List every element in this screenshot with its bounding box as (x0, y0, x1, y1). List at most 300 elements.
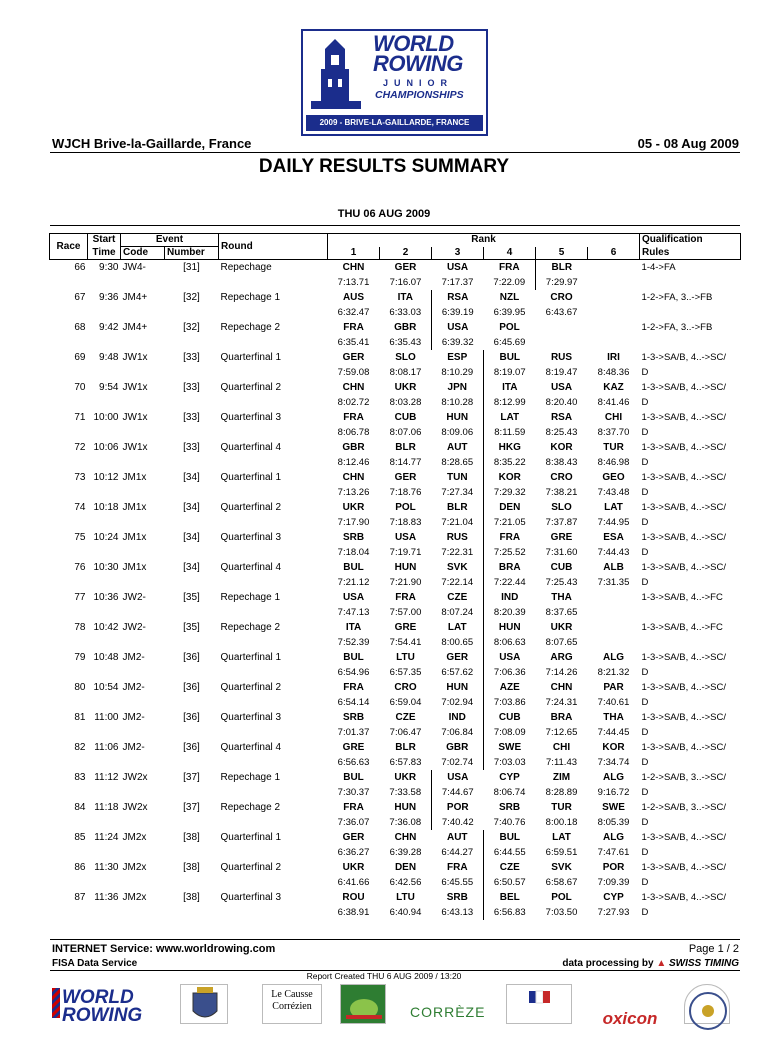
qualification-rule-cont (640, 635, 741, 650)
blank-cell (50, 425, 88, 440)
blank-cell (165, 575, 219, 590)
finish-time: 7:54.41 (389, 637, 422, 648)
country-code: BUL (343, 562, 364, 573)
blank-cell (165, 755, 219, 770)
event-number: [37] (183, 772, 200, 783)
round: Quarterfinal 4 (220, 442, 282, 453)
country-code: SRB (446, 892, 468, 903)
round: Quarterfinal 1 (220, 352, 282, 363)
qualification-rule: 1-3->SA/B, 4..->SC/ (641, 712, 727, 723)
finish-time: 6:40.94 (389, 907, 422, 918)
finish-time: 6:39.32 (432, 335, 484, 350)
country-code: FRA (343, 802, 364, 813)
oxicon-label: oxicon (602, 1009, 658, 1028)
blank-cell (88, 695, 121, 710)
event-code: JW1x (122, 412, 148, 423)
race-times-row (50, 275, 741, 290)
finish-time: 7:03.86 (484, 695, 536, 710)
race-row (50, 740, 741, 755)
country-code: BLR (395, 742, 416, 753)
qualification-rule: 1-3->SA/B, 4..->SC/ (641, 352, 727, 363)
finish-time: 8:12.99 (484, 395, 536, 410)
country-code: TUN (446, 472, 468, 483)
finish-time: 7:12.65 (545, 727, 578, 738)
sponsor-green-emblem (340, 984, 386, 1024)
blank-cell (88, 815, 121, 830)
event-code: JM1x (122, 502, 147, 513)
finish-time: 7:21.12 (337, 577, 370, 588)
country-code (536, 320, 588, 335)
race-number: 69 (74, 352, 86, 363)
start-time: 10:48 (93, 652, 119, 663)
race-number: 67 (74, 292, 86, 303)
country-code: IND (448, 712, 466, 723)
finish-time: 8:03.28 (389, 397, 422, 408)
finish-time: 7:52.39 (337, 637, 370, 648)
race-times-row (50, 335, 741, 350)
sponsor-wr-line2: ROWING (62, 1005, 143, 1026)
event-number: [37] (183, 802, 200, 813)
event-number: [36] (183, 652, 200, 663)
race-number: 66 (74, 262, 86, 273)
footer-rule (50, 939, 740, 940)
country-code: ESA (603, 532, 624, 543)
finish-time: 8:46.98 (597, 457, 630, 468)
qualification-rule: 1-3->SA/B, 4..->SC/ (641, 472, 727, 483)
col-rules: Rules (640, 247, 741, 260)
blank-cell (50, 875, 88, 890)
col-rank-5: 5 (536, 247, 588, 260)
start-time: 11:36 (94, 892, 119, 903)
round: Quarterfinal 3 (220, 712, 282, 723)
qualification-rule: 1-3->SA/B, 4..->SC/ (641, 442, 727, 453)
country-code: RSA (432, 290, 484, 305)
country-code: SWE (602, 802, 625, 813)
round: Quarterfinal 2 (220, 382, 282, 393)
internet-service: INTERNET Service: www.worldrowing.com (52, 943, 276, 955)
race-number: 82 (74, 742, 86, 753)
country-code: LAT (604, 502, 623, 513)
country-code: CHN (394, 832, 417, 843)
start-time: 10:42 (93, 622, 119, 633)
qualification-rule: 1-3->SA/B, 4..->FC (641, 622, 723, 633)
qualification-rule: 1-3->SA/B, 4..->SC/ (641, 682, 727, 693)
blank-cell (50, 905, 88, 920)
race-number: 86 (74, 862, 86, 873)
blank-cell (88, 515, 121, 530)
round: Repechage 1 (220, 292, 281, 303)
finish-time: 8:20.39 (484, 605, 536, 620)
event-code: JM2x (122, 892, 147, 903)
country-code: ITA (397, 292, 413, 303)
qualification-rule: 1-2->SA/B, 3..->SC/ (641, 802, 727, 813)
country-code: CUB (394, 412, 417, 423)
country-code: ALG (602, 652, 625, 663)
event-number: [38] (183, 832, 200, 843)
country-code: BEL (484, 890, 536, 905)
qualification-rule: 1-2->FA, 3..->FB (641, 322, 713, 333)
country-code: SVK (551, 862, 572, 873)
correze-label: CORRÈZE (410, 1004, 486, 1020)
country-code: FRA (446, 862, 468, 873)
finish-time: 7:21.04 (441, 517, 474, 528)
race-number: 85 (74, 832, 86, 843)
finish-time: 6:32.47 (337, 307, 370, 318)
finish-time: 6:35.43 (389, 337, 422, 348)
finish-time: 6:36.27 (337, 847, 370, 858)
event-number: [33] (183, 412, 200, 423)
round: Repechage 2 (220, 802, 281, 813)
country-code: GBR (446, 742, 469, 753)
country-code: UKR (342, 502, 365, 513)
race-times-row (50, 515, 741, 530)
finish-time: 6:50.57 (484, 875, 536, 890)
finish-time: 6:43.13 (441, 907, 474, 918)
country-code: CHI (552, 742, 571, 753)
finish-time: 7:29.32 (484, 485, 536, 500)
finish-time (588, 605, 640, 620)
results-day: THU 06 AUG 2009 (337, 208, 431, 220)
header-rule (50, 152, 740, 153)
blank-cell (88, 605, 121, 620)
blank-cell (88, 485, 121, 500)
country-code: KOR (550, 442, 573, 453)
qualification-rule: 1-3->SA/B, 4..->SC/ (641, 562, 727, 573)
round: Quarterfinal 3 (220, 532, 282, 543)
finish-time: 8:21.32 (597, 667, 630, 678)
start-time: 9:48 (99, 352, 119, 363)
race-times-row (50, 725, 741, 740)
round: Quarterfinal 3 (220, 412, 282, 423)
finish-time: 7:18.04 (337, 547, 370, 558)
blank-cell (50, 365, 88, 380)
race-row (50, 410, 741, 425)
finish-time: 8:48.36 (597, 367, 630, 378)
finish-time (588, 305, 640, 320)
qualification-rule-cont: D (641, 457, 649, 468)
race-number: 75 (74, 532, 86, 543)
blank-cell (121, 635, 165, 650)
country-code: POR (432, 800, 484, 815)
finish-time: 7:36.07 (337, 817, 370, 828)
finish-time: 7:18.76 (389, 487, 422, 498)
blank-cell (219, 485, 328, 500)
blank-cell (121, 605, 165, 620)
blank-cell (88, 455, 121, 470)
event-code: JW1x (122, 382, 148, 393)
data-processing-label: data processing by (562, 958, 654, 969)
race-row (50, 350, 741, 365)
blank-cell (219, 725, 328, 740)
finish-time: 7:02.94 (441, 697, 474, 708)
finish-time: 8:00.65 (441, 637, 474, 648)
country-code: CRO (550, 472, 573, 483)
finish-time: 8:38.43 (545, 457, 578, 468)
round: Quarterfinal 1 (220, 472, 282, 483)
start-time: 11:00 (94, 712, 119, 723)
qualification-rule: 1-3->SA/B, 4..->SC/ (641, 742, 727, 753)
qualification-rule-cont: D (641, 907, 649, 918)
finish-time: 7:37.87 (545, 517, 578, 528)
event-number: [36] (183, 712, 200, 723)
finish-time: 6:35.41 (337, 337, 370, 348)
country-code: POL (395, 502, 416, 513)
country-code: CHN (342, 262, 365, 273)
finish-time: 6:38.91 (337, 907, 370, 918)
country-code: CYP (499, 772, 520, 783)
leaf-icon (341, 985, 387, 1025)
round: Repechage 2 (220, 322, 281, 333)
blank-cell (219, 905, 328, 920)
sponsor-round-emblem (684, 984, 730, 1024)
race-row (50, 590, 741, 605)
col-code: Code (121, 247, 165, 260)
report-created: Report Created THU 6 AUG 2009 / 13:20 (306, 971, 462, 981)
country-code: GBR (342, 442, 365, 453)
blank-cell (165, 875, 219, 890)
finish-time: 8:19.47 (545, 367, 578, 378)
sponsor-wr-line1: WORLD (62, 987, 134, 1008)
event-code: JW1x (122, 352, 148, 363)
finish-time: 7:19.71 (389, 547, 422, 558)
event-code: JW2x (122, 772, 148, 783)
tower-icon (311, 39, 361, 109)
blank-cell (219, 545, 328, 560)
blank-cell (165, 845, 219, 860)
qualification-rule-cont (640, 335, 741, 350)
race-number: 84 (74, 802, 86, 813)
blank-cell (121, 515, 165, 530)
blank-cell (50, 815, 88, 830)
qualification-rule-cont: D (641, 517, 649, 528)
qualification-rule-cont (640, 275, 741, 290)
race-row (50, 680, 741, 695)
country-code: AUT (446, 832, 468, 843)
blank-cell (88, 755, 121, 770)
finish-time: 6:44.27 (441, 847, 474, 858)
event-code: JM2- (122, 652, 145, 663)
qualification-rule-cont: D (641, 397, 649, 408)
start-time: 9:54 (99, 382, 119, 393)
flag-icon (507, 985, 573, 1025)
event-code: JW2- (122, 622, 146, 633)
event-code: JM1x (122, 532, 147, 543)
country-code: POR (602, 862, 625, 873)
logo-band: 2009 - BRIVE-LA-GAILLARDE, FRANCE (306, 115, 483, 131)
race-times-row (50, 365, 741, 380)
finish-time: 7:08.09 (484, 725, 536, 740)
col-race: Race (50, 234, 88, 260)
finish-time: 7:09.39 (597, 877, 630, 888)
qualification-rule-cont: D (641, 427, 649, 438)
finish-time: 7:27.34 (441, 487, 474, 498)
race-row (50, 470, 741, 485)
country-code: GBR (394, 322, 417, 333)
country-code: CHN (342, 472, 365, 483)
race-times-row (50, 485, 741, 500)
blank-cell (165, 395, 219, 410)
finish-time: 7:40.76 (493, 817, 526, 828)
sponsor-correze (410, 984, 486, 1024)
country-code: GRE (550, 532, 573, 543)
event-code: JW2x (122, 802, 148, 813)
start-time: 11:24 (94, 832, 119, 843)
finish-time: 8:37.70 (597, 427, 630, 438)
page-number: Page 1 / 2 (688, 943, 739, 955)
start-time: 10:30 (93, 562, 119, 573)
event-code: JM2x (122, 832, 147, 843)
event-code: JM4+ (122, 322, 148, 333)
race-number: 73 (74, 472, 86, 483)
blank-cell (50, 485, 88, 500)
country-code: UKR (394, 382, 417, 393)
blank-cell (165, 815, 219, 830)
qualification-rule: 1-3->SA/B, 4..->SC/ (641, 532, 727, 543)
finish-time: 6:33.03 (389, 307, 422, 318)
race-number: 80 (74, 682, 86, 693)
start-time: 10:54 (93, 682, 119, 693)
round: Quarterfinal 3 (220, 892, 282, 903)
blank-cell (165, 785, 219, 800)
blank-cell (121, 365, 165, 380)
country-code: USA (484, 650, 536, 665)
blank-cell (165, 275, 219, 290)
qualification-rule: 1-3->SA/B, 4..->SC/ (641, 502, 727, 513)
race-number: 77 (74, 592, 86, 603)
finish-time: 7:14.26 (545, 667, 578, 678)
qualification-rule: 1-3->SA/B, 4..->SC/ (641, 412, 727, 423)
race-times-row (50, 305, 741, 320)
results-table-header (50, 234, 741, 260)
country-code: UKR (550, 622, 573, 633)
col-rank-3: 3 (432, 247, 484, 260)
country-code: POL (499, 322, 520, 333)
country-code: SRB (342, 712, 365, 723)
finish-time: 6:39.19 (432, 305, 484, 320)
start-time: 9:42 (99, 322, 119, 333)
country-code: PAR (603, 682, 624, 693)
logo-line-junior: JUNIOR (383, 78, 454, 88)
finish-time (588, 335, 640, 350)
start-time: 10:24 (93, 532, 119, 543)
round: Repechage 1 (220, 592, 281, 603)
country-code: CUB (550, 562, 573, 573)
blank-cell (219, 845, 328, 860)
finish-time: 7:33.58 (389, 787, 422, 798)
event-number: [32] (183, 292, 200, 303)
blank-cell (50, 395, 88, 410)
country-code (588, 260, 640, 276)
event-number: [33] (183, 382, 200, 393)
qualification-rule: 1-3->SA/B, 4..->SC/ (641, 862, 727, 873)
round: Quarterfinal 2 (220, 862, 282, 873)
finish-time: 7:25.43 (545, 577, 578, 588)
finish-time: 8:06.63 (484, 635, 536, 650)
qualification-rule: 1-3->SA/B, 4..->SC/ (641, 892, 727, 903)
finish-time: 7:57.00 (389, 607, 422, 618)
country-code: RUS (550, 352, 573, 363)
event-number: [33] (183, 442, 200, 453)
blank-cell (121, 485, 165, 500)
blank-cell (219, 785, 328, 800)
race-row (50, 440, 741, 455)
qualification-rule: 1-3->SA/B, 4..->SC/ (641, 652, 727, 663)
blank-cell (50, 455, 88, 470)
finish-time: 7:22.44 (484, 575, 536, 590)
country-code: CYP (603, 892, 624, 903)
finish-time: 7:29.97 (536, 275, 588, 290)
country-code: HUN (394, 562, 417, 573)
start-time: 9:30 (99, 262, 119, 273)
country-code: IND (484, 590, 536, 605)
finish-time: 6:45.69 (493, 337, 526, 348)
event-number: [34] (183, 502, 200, 513)
qualification-rule-cont: D (641, 847, 649, 858)
blank-cell (219, 455, 328, 470)
country-code: GER (446, 652, 469, 663)
blank-cell (88, 575, 121, 590)
blank-cell (219, 425, 328, 440)
blank-cell (121, 575, 165, 590)
qualification-rule-cont: D (641, 727, 649, 738)
race-times-row (50, 635, 741, 650)
blank-cell (165, 545, 219, 560)
sponsor-world-rowing (52, 984, 162, 1024)
country-code: IRI (607, 352, 620, 363)
country-code: AZE (484, 680, 536, 695)
col-rank-2: 2 (380, 247, 432, 260)
finish-time: 7:30.37 (337, 787, 370, 798)
country-code: AUT (446, 442, 468, 453)
blank-cell (219, 605, 328, 620)
finish-time: 9:16.72 (597, 787, 630, 798)
qualification-rule-cont: D (641, 667, 649, 678)
qualification-rule-cont: D (641, 757, 649, 768)
country-code (588, 320, 640, 335)
finish-time: 7:31.60 (545, 547, 578, 558)
col-start: Start (88, 234, 121, 247)
qualification-rule-cont: D (641, 817, 649, 828)
country-code: BLR (446, 502, 468, 513)
blank-cell (121, 545, 165, 560)
event-number: [38] (183, 892, 200, 903)
country-code: DEN (394, 862, 417, 873)
logo-line-world: WORLD (373, 31, 454, 56)
race-row (50, 320, 741, 335)
country-code: USA (550, 382, 573, 393)
finish-time: 8:06.74 (493, 787, 526, 798)
country-code: TUR (551, 802, 572, 813)
blank-cell (88, 635, 121, 650)
race-times-row (50, 455, 741, 470)
round: Repechage (220, 262, 272, 273)
country-code: GEO (602, 472, 625, 483)
country-code: KAZ (603, 382, 624, 393)
finish-time: 6:42.56 (389, 877, 422, 888)
blank-cell (165, 725, 219, 740)
country-code: CZE (484, 860, 536, 875)
race-times-row (50, 425, 741, 440)
col-time: Time (88, 247, 121, 260)
country-code: ZIM (552, 772, 571, 783)
blank-cell (121, 275, 165, 290)
blank-cell (50, 635, 88, 650)
blank-cell (121, 425, 165, 440)
start-time: 10:36 (93, 592, 119, 603)
sponsor-oxicon (590, 984, 670, 1028)
race-times-row (50, 605, 741, 620)
blank-cell (219, 275, 328, 290)
